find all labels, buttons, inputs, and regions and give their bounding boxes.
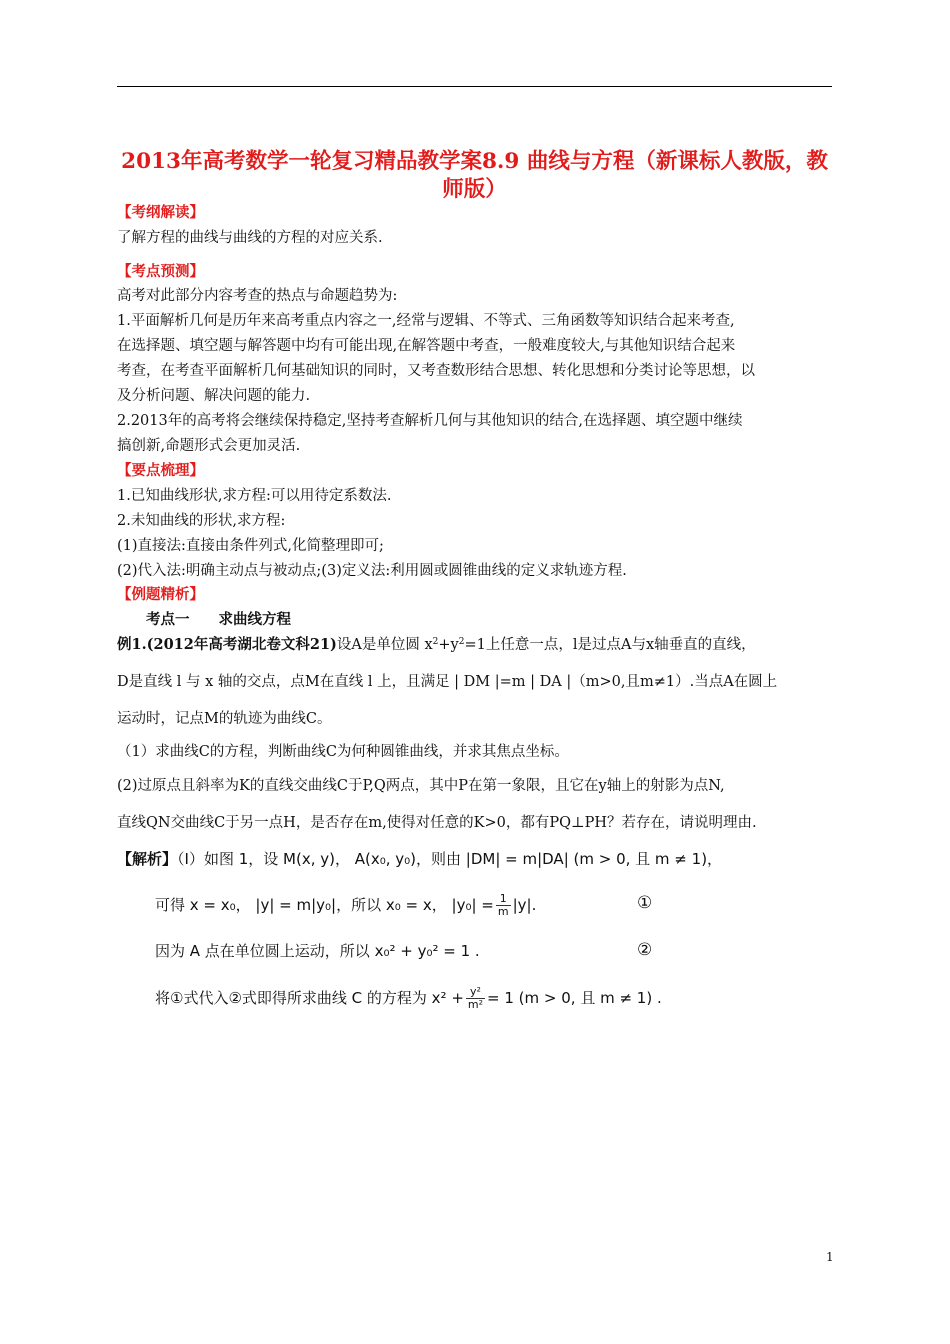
fraction-numerator: 1	[496, 893, 511, 906]
question-2-line-1: (2)过原点且斜率为K的直线交曲线C于P,Q两点，其中P在第一象限，且它在y轴上的射影为点N,	[117, 778, 725, 794]
solution-text: = 1 (m > 0, 且 m ≠ 1) .	[487, 989, 662, 1007]
yaodian-line: 2.未知曲线的形状,求方程:	[117, 513, 286, 529]
kaodian-one-heading: 考点一 求曲线方程	[146, 611, 291, 628]
kaodian-line: 高考对此部分内容考查的热点与命题趋势为:	[117, 288, 398, 304]
yaodian-line: 1.已知曲线形状,求方程:可以用待定系数法.	[117, 488, 392, 504]
fraction-numerator: y²	[466, 986, 485, 999]
solution-text: 可得 x = x₀， |y| = m|y₀|，所以 x₀ = x， |y₀| =	[155, 896, 494, 914]
kaogang-text: 了解方程的曲线与曲线的方程的对应关系.	[117, 230, 383, 246]
header-rule	[117, 86, 832, 87]
fraction-denominator: m	[497, 905, 509, 918]
question-2-line-2: 直线QN交曲线C于另一点H，是否存在m,使得对任意的K>0，都有PQ⊥PH？若存在，请说明理由.	[117, 815, 757, 831]
example-line-1: 例1.(2012年高考湖北卷文科21)设A是单位圆 $x^2+y^2=1$上任意一点，l是过点A与x轴垂直的直线，	[117, 636, 756, 653]
solution-label: 【解析】	[117, 850, 178, 868]
page-number: 1	[826, 1250, 834, 1264]
kaodian-line: 2.2013年的高考将会继续保持稳定,坚持考查解析几何与其他知识的结合,在选择题、填空题中继续	[117, 413, 743, 429]
section-heading-kaogang: 【考纲解读】	[117, 204, 204, 221]
solution-text: |y|.	[512, 896, 537, 914]
example-text: +y	[438, 637, 459, 653]
section-heading-kaodian: 【考点预测】	[117, 263, 204, 280]
example-text: 设A是单位圆 x	[336, 637, 433, 653]
fraction	[466, 986, 485, 1011]
section-heading-yaodian: 【要点梳理】	[117, 462, 204, 479]
fraction	[496, 893, 511, 918]
fraction-denominator: m²	[467, 998, 484, 1011]
equation-marker-1: ①	[637, 893, 653, 913]
kaodian-line: 在选择题、填空题与解答题中均有可能出现,在解答题中考查，一般难度较大,与其他知识结合起来	[117, 338, 736, 354]
page-title: 2013年高考数学一轮复习精品教学案8.9 曲线与方程（新课标人教版，教师版）	[121, 149, 828, 202]
kaodian-line: 1.平面解析几何是历年来高考重点内容之一,经常与逻辑、不等式、三角函数等知识结合起来考查,	[117, 313, 735, 329]
kaodian-line: 搞创新,命题形式会更加灵活.	[117, 438, 301, 454]
kaodian-line: 考查，在考查平面解析几何基础知识的同时，又考查数形结合思想、转化思想和分类讨论等思想，以	[117, 363, 755, 379]
kaodian-line: 及分析问题、解决问题的能力.	[117, 388, 311, 404]
section-heading-liti: 【例题精析】	[117, 586, 204, 603]
solution-line-2: 因为 A 点在单位圆上运动，所以 x₀² + y₀² = 1 .	[155, 942, 480, 960]
equation-marker-2: ②	[637, 940, 653, 960]
example-line-3: 运动时，记点M的轨迹为曲线C。	[117, 711, 332, 727]
yaodian-line: (2)代入法:明确主动点与被动点;(3)定义法:利用圆或圆锥曲线的定义求轨迹方程.	[117, 563, 627, 579]
example-line-2: D是直线 l 与 x 轴的交点，点M在直线 l 上，且满足 | DM |=m | DA |（m>0,且m≠1）.当点A在圆上	[117, 674, 778, 690]
solution-line-1	[155, 893, 536, 918]
solution-line-3	[155, 986, 662, 1011]
example-label: 例1.(2012年高考湖北卷文科21)	[117, 636, 337, 653]
question-1: （1）求曲线C的方程，判断曲线C为何种圆锥曲线，并求其焦点坐标。	[117, 744, 569, 760]
yaodian-line: (1)直接法:直接由条件列式,化简整理即可;	[117, 538, 384, 554]
example-text: =1上任意一点，l是过点A与x轴垂直的直线，	[464, 637, 756, 653]
solution-text: （Ⅰ）如图 1，设 M(x, y)， A(x₀, y₀)，则由 |DM| = m|DA| (m > 0, 且 m ≠ 1)，	[177, 850, 723, 868]
solution-line-0	[117, 849, 722, 870]
solution-text: 将①式代入②式即得所求曲线 C 的方程为 x² +	[155, 989, 464, 1007]
